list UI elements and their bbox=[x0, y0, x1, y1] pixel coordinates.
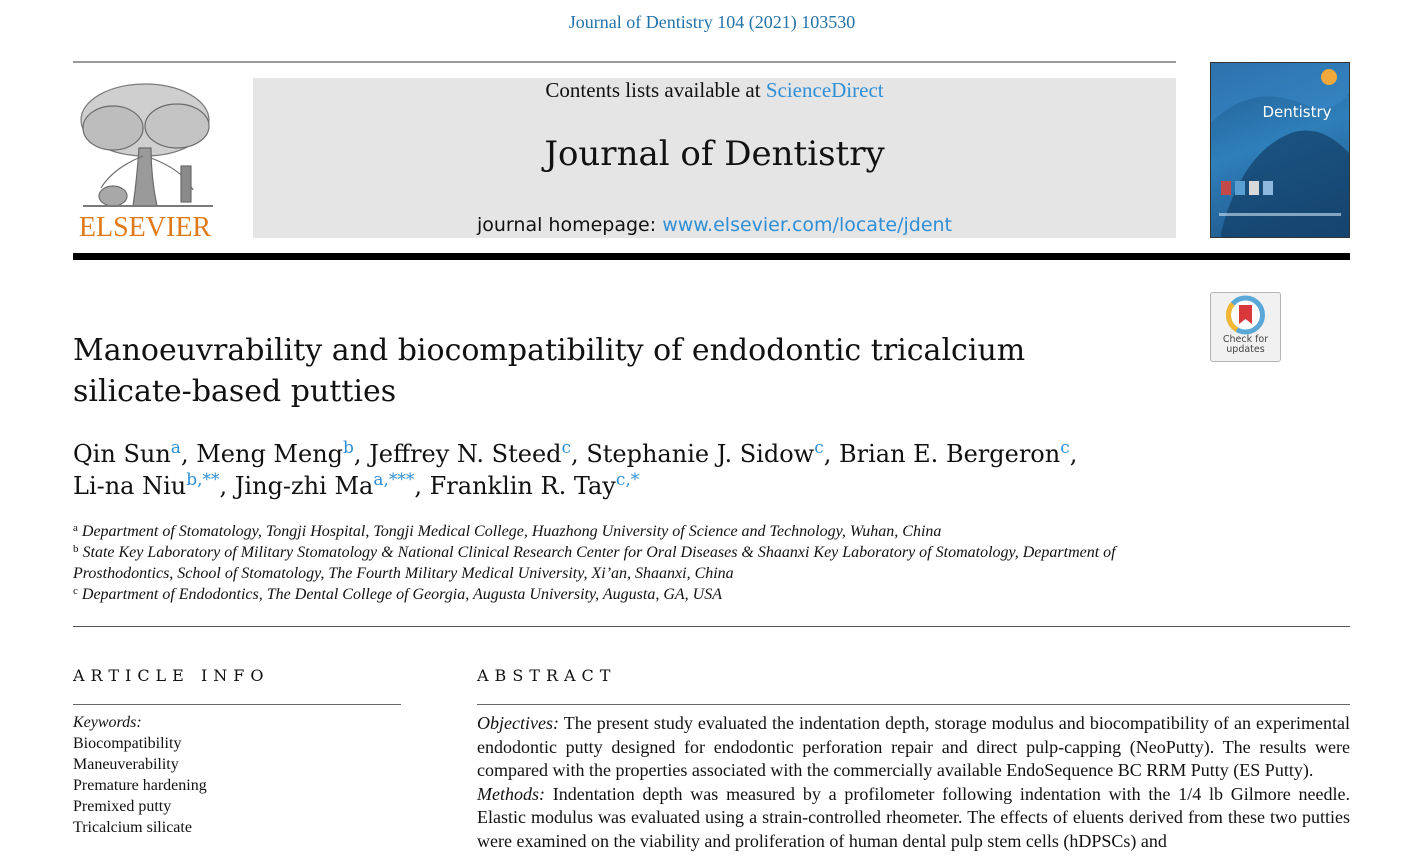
check-for-updates-button[interactable] bbox=[1210, 292, 1281, 362]
tree-icon bbox=[81, 84, 213, 206]
homepage-prefix: journal homepage: bbox=[476, 214, 657, 236]
author-name: Meng Meng bbox=[196, 440, 344, 468]
author-name: Jeffrey N. Steed bbox=[369, 440, 562, 468]
keyword-item[interactable]: Premixed putty bbox=[73, 798, 172, 815]
abstract-heading: ABSTRACT bbox=[477, 666, 617, 685]
elsevier-tree-logo[interactable] bbox=[73, 78, 218, 240]
author-list: Qin Sun$^a$, Meng Meng$^b$, Jeffrey N. Steed$^c$, Stephanie J. Sidow$^c$, Brian E. Bergeron$^c$, Li-na Niu$^{b,**}$, Jing-zhi $Ma^{a,***}$, Franklin R. Tay$^{c,*}$ bbox=[73, 438, 1078, 500]
keyword-item[interactable]: Maneuverability bbox=[73, 756, 179, 773]
journal-banner bbox=[253, 78, 1176, 238]
methods-label: Methods: bbox=[477, 783, 545, 804]
header-thick-divider bbox=[73, 253, 1350, 260]
cover-title: Dentistry bbox=[1262, 103, 1332, 121]
section-divider bbox=[73, 626, 1350, 627]
author-affiliation-link[interactable]: c bbox=[561, 438, 572, 458]
keyword-item[interactable]: Tricalcium silicate bbox=[73, 819, 192, 836]
keyword-item[interactable]: Premature hardening bbox=[73, 777, 207, 794]
keyword-item[interactable]: Biocompatibility bbox=[73, 735, 182, 752]
sciencedirect-link[interactable]: ScienceDirect bbox=[765, 78, 884, 102]
keywords-label: Keywords: bbox=[73, 714, 142, 731]
author-name: Jing-zhi Ma bbox=[234, 472, 374, 500]
author-affiliation-link[interactable]: a bbox=[170, 438, 181, 458]
author-name: Brian E. Bergeron bbox=[838, 440, 1061, 468]
objectives-label: Objectives: bbox=[477, 713, 559, 733]
affiliation-item: $^b$ State Key Laboratory of Military Stomatology & National Clinical Research Center for Oral Diseases & Shaanxi Key Laboratory of Stomatology, Department of Prosthodontics, School of Stomatology, The Fourth Military Medical University, Xi’an, Shaanxi, China bbox=[73, 543, 1116, 582]
homepage-line bbox=[253, 214, 1176, 236]
keywords-list bbox=[73, 712, 403, 838]
author-name: Li-na Niu bbox=[73, 472, 187, 500]
abstract-methods: Methods: Indentation depth was measured by a profilometer following indentation with the 1/4 lb Gilmore needle. Elastic modulus was evaluated using a strain-controlled rheometer. The effects of eluents derived from these two putties were examined on the viability and proliferation of human dental pulp stem cells (hDPSCs) and bbox=[477, 783, 1350, 851]
check-updates-label: Check for updates bbox=[1222, 334, 1269, 355]
article-info-divider bbox=[73, 704, 401, 705]
abstract-objectives: Objectives: The present study evaluated the indentation depth, storage modulus and biocompatibility of an experimental endodontic putty designed for endodontic perforation repair and direct pulp-capping (NeoPutty). The results were compared with the properties associated with the commercially available EndoSequence BC RRM Putty (ES Putty). bbox=[477, 713, 1350, 780]
author-affiliation-link[interactable]: c bbox=[814, 438, 824, 458]
journal-cover-thumbnail[interactable] bbox=[1210, 62, 1350, 238]
contents-line bbox=[253, 78, 1176, 102]
author-affiliation-link[interactable]: b bbox=[343, 438, 354, 458]
article-info-heading: ARTICLE INFO bbox=[73, 666, 270, 685]
affiliations bbox=[73, 521, 1173, 605]
author-name: Stephanie J. Sidow bbox=[586, 440, 815, 468]
top-divider bbox=[73, 61, 1176, 63]
contents-prefix: Contents lists available at bbox=[545, 78, 761, 102]
article-title: Manoeuvrability and biocompatibility of endodontic tricalcium silicate-based putties bbox=[73, 333, 1026, 409]
cover-art bbox=[1211, 63, 1349, 237]
author-affiliation-link[interactable]: b,** bbox=[186, 470, 220, 490]
cover-badge-icon bbox=[1321, 69, 1337, 85]
abstract-divider bbox=[477, 704, 1350, 705]
author-affiliation-link[interactable]: c,* bbox=[615, 470, 640, 490]
author-name: Qin Sun bbox=[73, 440, 171, 468]
journal-title: Journal of Dentistry bbox=[544, 134, 885, 174]
journal-homepage-link[interactable]: www.elsevier.com/locate/jdent bbox=[662, 214, 953, 236]
crossmark-icon bbox=[1211, 293, 1280, 337]
author-name: Franklin R. Tay bbox=[429, 472, 616, 500]
journal-citation[interactable]: Journal of Dentistry 104 (2021) 103530 bbox=[568, 12, 856, 32]
elsevier-wordmark: ELSEVIER bbox=[78, 212, 212, 240]
affiliation-item: $^a$ Department of Stomatology, Tongji Hospital, Tongji Medical College, Huazhong University of Science and Technology, Wuhan, China bbox=[73, 522, 942, 540]
author-affiliation-link[interactable]: c bbox=[1060, 438, 1070, 458]
author-affiliation-link[interactable]: a,*** bbox=[373, 470, 415, 490]
affiliation-item: $^c$ Department of Endodontics, The Dental College of Georgia, Augusta University, Augusta, GA, USA bbox=[73, 585, 722, 603]
abstract-body bbox=[477, 712, 1350, 853]
